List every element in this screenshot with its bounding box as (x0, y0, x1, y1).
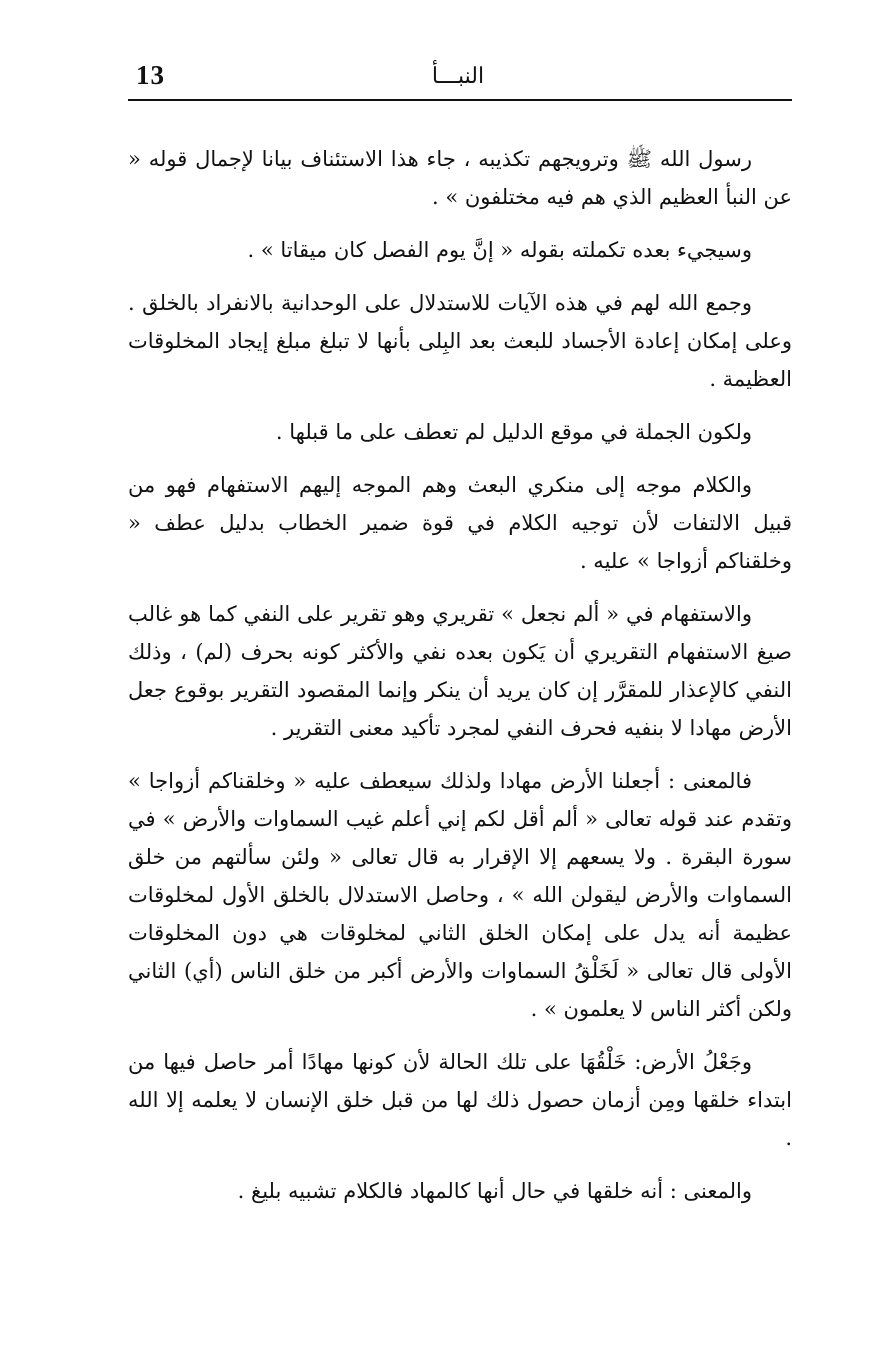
paragraph-1: رسول الله ﷺ وترويجهم تكذيبه ، جاء هذا الاستئناف بيانا لإجمال قوله « عن النبأ العظيم الذي هم فيه مختلفون » . (128, 147, 792, 209)
page-header (128, 58, 792, 98)
paragraph-6: والاستفهام في « ألم نجعل » تقريري وهو تقرير على النفي كما هو غالب صيغ الاستفهام التقريري أن يَكون بعده نفي والأكثر كونه بحرف (لم) ، وذلك النفي كالإعذار للمقرَّر إن كان يريد أن ينكر وإنما المقصود التقرير بوقوع جعل الأرض مهادا لا بنفيه فحرف النفي لمجرد تأكيد معنى التقرير . (128, 602, 792, 740)
paragraph-5: والكلام موجه إلى منكري البعث وهم الموجه إليهم الاستفهام فهو من قبيل الالتفات لأن توجيه الكلام في قوة ضمير الخطاب بدليل عطف « وخلقناكم أزواجا » عليه . (128, 473, 792, 573)
paragraph-7: فالمعنى : أجعلنا الأرض مهادا ولذلك سيعطف عليه « وخلقناكم أزواجا » وتقدم عند قوله تعالى « ألم أقل لكم إني أعلم غيب السماوات والأرض » في سورة البقرة . ولا يسعهم إلا الإقرار به قال تعالى « ولئن سألتهم من خلق السماوات والأرض ليقولن الله » ، وحاصل الاستدلال بالخلق الأول لمخلوقات عظيمة أنه يدل على إمكان الخلق الثاني لمخلوقات هي دون المخلوقات الأولى قال تعالى « لَخَلْقُ السماوات والأرض أكبر من خلق الناس (أي) الثاني ولكن أكثر الناس لا يعلمون » . (128, 769, 792, 1021)
paragraph-9: والمعنى : أنه خلقها في حال أنها كالمهاد فالكلام تشبيه بليغ . (237, 1179, 752, 1203)
paragraph-2: وسيجيء بعده تكملته بقوله « إنَّ يوم الفصل كان ميقاتا » . (247, 238, 752, 262)
paragraph-3: وجمع الله لهم في هذه الآيات للاستدلال على الوحدانية بالانفراد بالخلق . وعلى إمكان إعادة الأجساد للبعث بعد البِلى بأنها لا تبلغ مبلغ إيجاد المخلوقات العظيمة . (128, 291, 792, 391)
page-body (128, 140, 792, 1225)
paragraph-8: وجَعْلُ الأرض: خَلْقُهَا على تلك الحالة لأن كونها مهادًا أمر حاصل فيها من ابتداء خلقها ومِن أزمان حصول ذلك لها من قبل خلق الإنسان لا يعلمه إلا الله . (128, 1050, 792, 1150)
header-rule (128, 99, 792, 101)
page-number: 13 (136, 60, 165, 90)
paragraph-4: ولكون الجملة في موقع الدليل لم تعطف على ما قبلها . (275, 420, 752, 444)
running-title: النبـــأ (431, 64, 485, 89)
